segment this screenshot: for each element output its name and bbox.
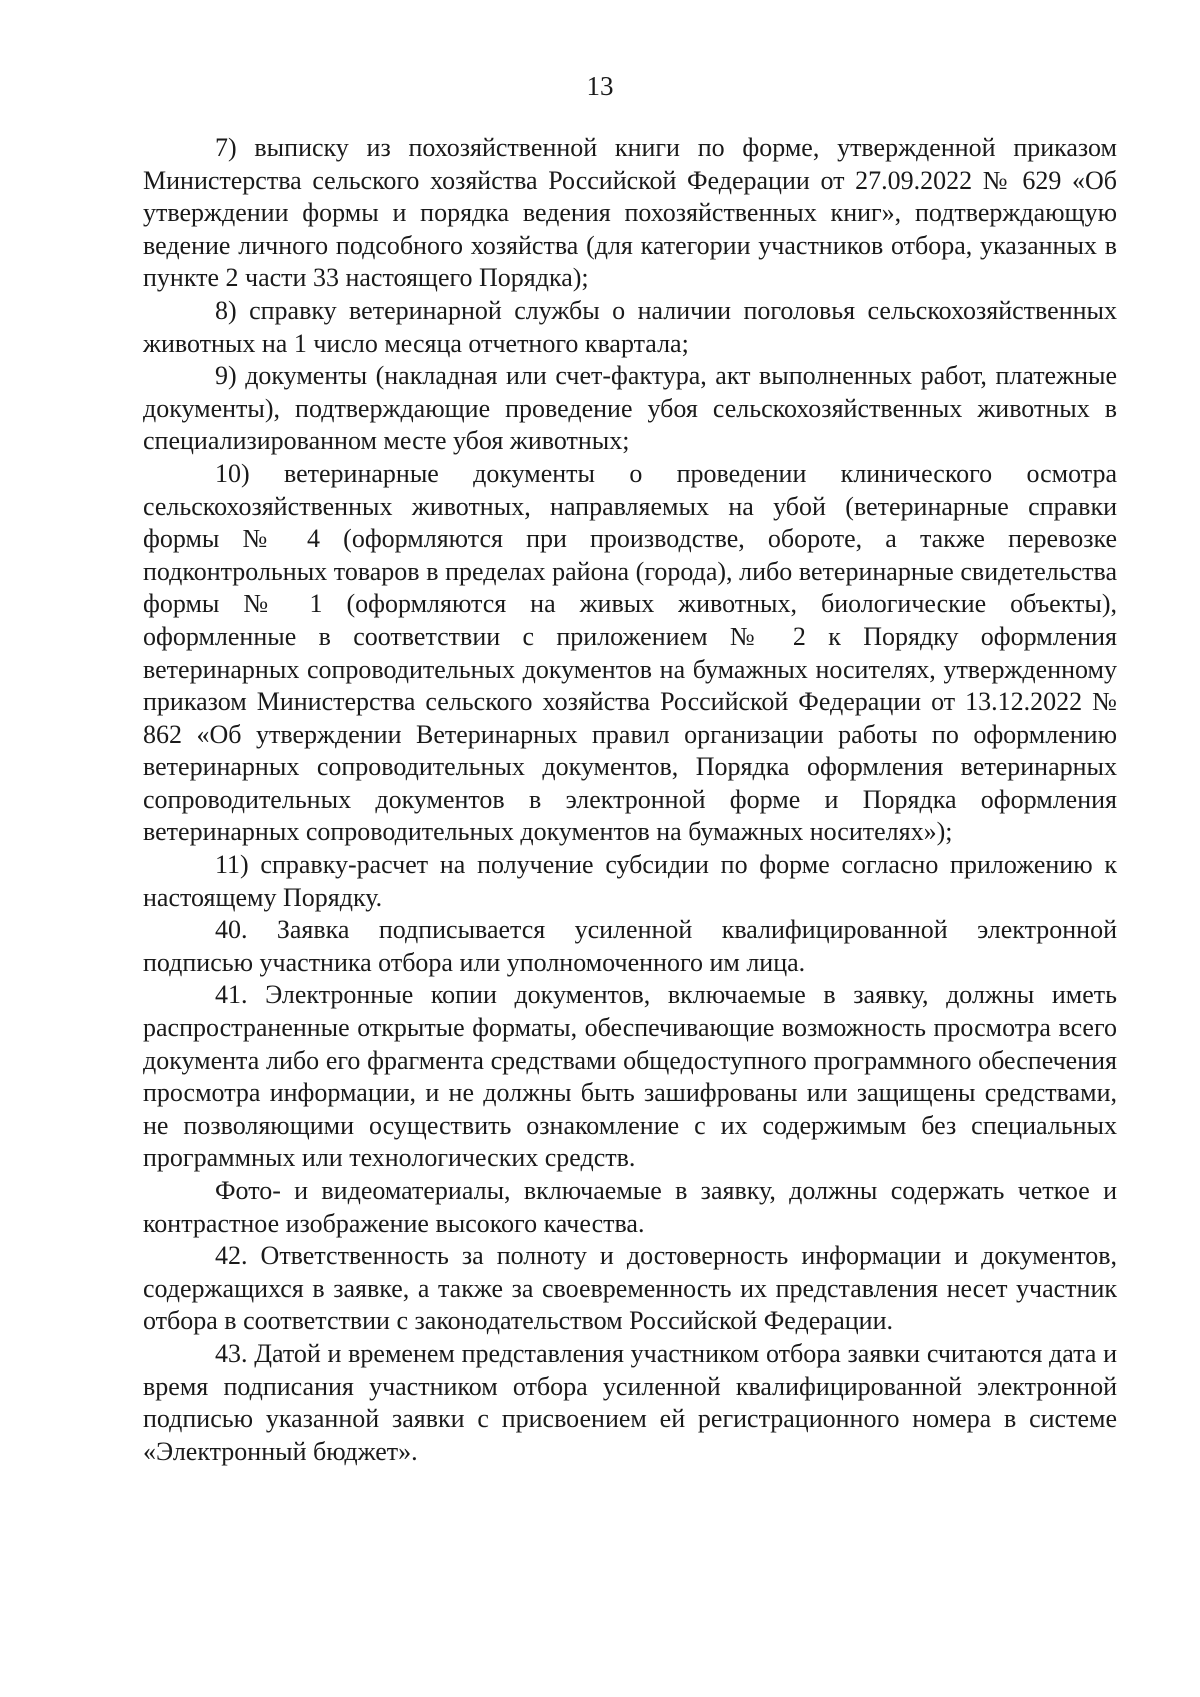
item-7-paragraph: 7) выписку из похозяйственной книги по форме, утвержденной приказом Министерства сельского хозяйства Российской Федерации от 27.09.2022 № 629 «Об утверждении формы и порядка ведения похозяйственных книг», подтверждающую ведение личного подсобного хозяйства (для категории участников отбора, указанных в пункте 2 части 33 настоящего Порядка); [143, 133, 1117, 293]
clause-41-paragraph: 41. Электронные копии документов, включаемые в заявку, должны иметь распространенные открытые форматы, обеспечивающие возможность просмотра всего документа либо его фрагмента средствами общедоступного программного обеспечения просмотра информации, и не должны быть зашифрованы или защищены средствами, не позволяющими осуществить ознакомление с их содержимым без специальных программных или технологических средств. [143, 980, 1117, 1173]
item-8-paragraph: 8) справку ветеринарной службы о наличии поголовья сельскохозяйственных животных на 1 число месяца отчетного квартала; [143, 295, 1117, 358]
item-10-paragraph: 10) ветеринарные документы о проведении клинического осмотра сельскохозяйственных животных, направляемых на убой (ветеринарные справки формы № 4 (оформляются при производстве, обороте, а также перевозке подконтрольных товаров в пределах района (города), либо ветеринарные свидетельства формы № 1 (оформляются на живых животных, биологические объекты), оформленные в соответствии с приложением № 2 к Порядку оформления ветеринарных сопроводительных документов на бумажных носителях, утвержденному приказом Министерства сельского хозяйства Российской Федерации от 13.12.2022 № 862 «Об утверждении Ветеринарных правил организации работы по оформлению ветеринарных сопроводительных документов, Порядка оформления ветеринарных сопроводительных документов в электронной форме и Порядка оформления ветеринарных сопроводительных документов на бумажных носителях»); [143, 458, 1117, 847]
clause-40-paragraph: 40. Заявка подписывается усиленной квалифицированной электронной подписью участника отбора или уполномоченного им лица. [143, 915, 1117, 977]
clause-43-paragraph: 43. Датой и временем представления участником отбора заявки считаются дата и время подписания участником отбора усиленной квалифицированной электронной подписью указанной заявки с присвоением ей регистрационного номера в системе «Электронный бюджет». [143, 1338, 1117, 1466]
item-9-paragraph: 9) документы (накладная или счет-фактура, акт выполненных работ, платежные документы), подтверждающие проведение убоя сельскохозяйственных животных в специализированном месте убоя животных; [143, 361, 1117, 456]
page-number: 13 [586, 71, 614, 101]
clause-42-paragraph: 42. Ответственность за полноту и достоверность информации и документов, содержащихся в заявке, а также за своевременность их представления несет участник отбора в соответствии с законодательством Российской Федерации. [143, 1241, 1117, 1336]
clause-41-media-paragraph: Фото- и видеоматериалы, включаемые в заявку, должны содержать четкое и контрастное изображение высокого качества. [143, 1176, 1117, 1238]
item-11-paragraph: 11) справку-расчет на получение субсидии по форме согласно приложению к настоящему Порядку. [143, 850, 1117, 912]
document-body [143, 132, 1117, 1468]
